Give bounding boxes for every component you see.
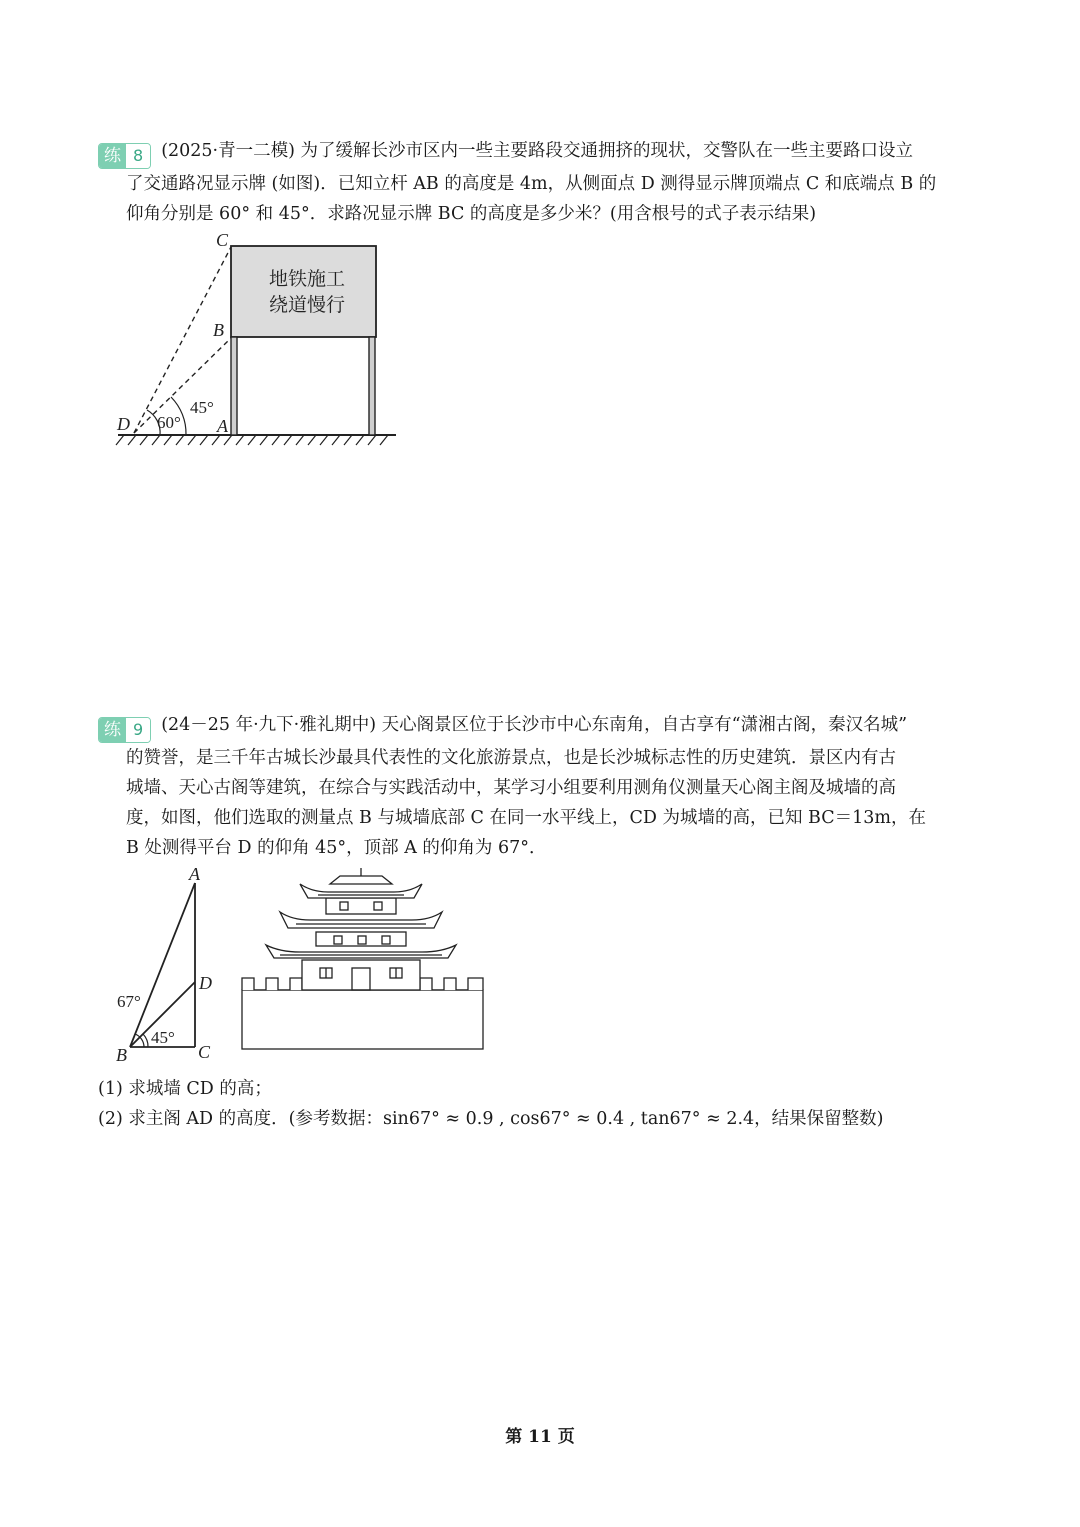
problem-8-badge: 练 8 xyxy=(98,143,151,169)
sign-text-line-1: 地铁施工 xyxy=(268,269,346,290)
problem-9-line-3: 城墙、天心古阁等建筑，在综合与实践活动中，某学习小组要利用测角仪测量天心阁主阁及城墙的高 xyxy=(126,778,896,798)
label-a-9: A xyxy=(189,864,200,884)
problem-9-line-2: 的赞誉，是三千年古城长沙最具代表性的文化旅游景点，也是长沙城标志性的历史建筑．景区内有古 xyxy=(126,748,896,768)
segment-ba xyxy=(130,883,195,1047)
page-footer: 第 11 页 xyxy=(505,1427,575,1447)
problem-9-badge: 练 9 xyxy=(98,717,151,743)
label-b-9: B xyxy=(116,1045,127,1065)
problem-9-sub-1: (1) 求城墙 CD 的高； xyxy=(98,1079,272,1099)
angle-label-60: 60° xyxy=(157,413,181,432)
problem-9-sub-2: (2) 求主阁 AD 的高度．(参考数据：sin67° ≈ 0.9 , cos67° ≈ 0.4 , tan67° ≈ 2.4，结果保留整数) xyxy=(98,1109,884,1129)
problem-9-line-5: B 处测得平台 D 的仰角 45°，顶部 A 的仰角为 67°． xyxy=(126,838,547,858)
label-c-9: C xyxy=(198,1042,211,1062)
label-a: A xyxy=(217,416,228,436)
angle-label-45-b: 45° xyxy=(151,1028,175,1047)
label-d-9: D xyxy=(199,973,212,993)
angle-label-45: 45° xyxy=(190,398,214,417)
label-b: B xyxy=(213,320,224,340)
label-c: C xyxy=(216,230,229,250)
pavilion-drawing xyxy=(242,868,483,1049)
problem-9-line-4: 度，如图，他们选取的测量点 B 与城墙底部 C 在同一水平线上，CD 为城墙的高，已知 BC＝13m，在 xyxy=(126,808,926,828)
problem-8-line-1: (2025·青一二模) 为了缓解长沙市区内一些主要路段交通拥挤的现状，交警队在一些主要路口设立 xyxy=(161,141,914,161)
sign-text-line-2: 绕道慢行 xyxy=(268,295,346,316)
angle-label-67: 67° xyxy=(117,992,141,1011)
problem-8-line-3: 仰角分别是 60° 和 45°．求路况显示牌 BC 的高度是多少米？(用含根号的式子表示结果) xyxy=(126,204,817,224)
problem-8-line-2: 了交通路况显示牌 (如图)．已知立杆 AB 的高度是 4m，从侧面点 D 测得显示牌顶端点 C 和底端点 B 的 xyxy=(126,174,937,194)
problem-9-line-1: (24－25 年·九下·雅礼期中) 天心阁景区位于长沙市中心东南角，自古享有“潇湘古阁，秦汉名城” xyxy=(161,715,908,735)
label-d: D xyxy=(117,414,130,434)
